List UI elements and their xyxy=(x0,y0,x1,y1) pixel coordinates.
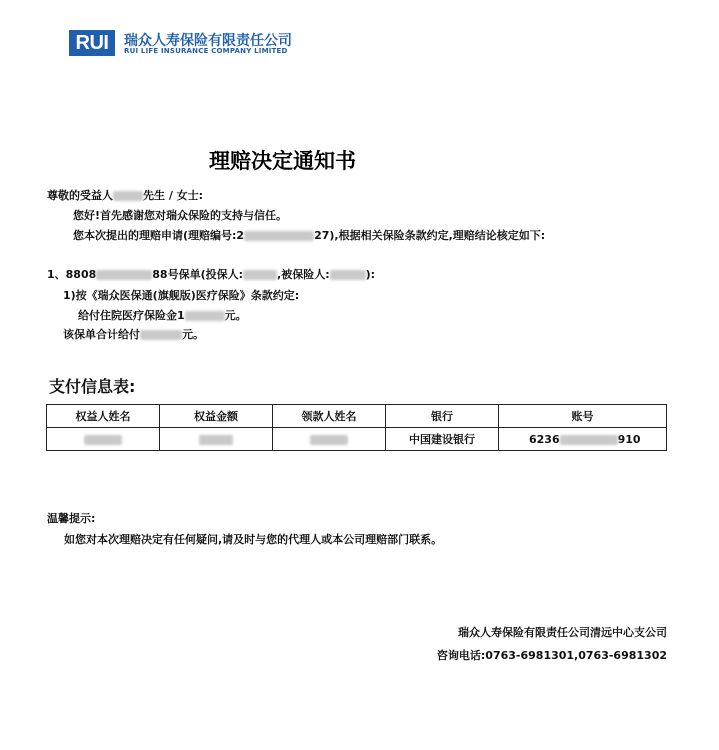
claim-suffix: 27),根据相关保险条款约定,理赔结论核定如下: xyxy=(314,229,546,242)
redacted-name xyxy=(113,191,143,201)
payment-section-title: 支付信息表: xyxy=(49,377,136,396)
pay-item-line xyxy=(78,309,247,323)
total-suffix: 元。 xyxy=(182,328,204,341)
redacted-amount xyxy=(185,311,225,321)
cell-bank: 中国建设银行 xyxy=(386,428,499,451)
cell-beneficiary-name xyxy=(47,428,160,451)
claim-prefix: 您本次提出的理赔申请(理赔编号:2 xyxy=(73,229,245,242)
clause-line: 1)按《瑞众医保通(旗舰版)医疗保险》条款约定: xyxy=(63,289,300,302)
policy-end: ): xyxy=(365,268,376,281)
redacted-total xyxy=(140,330,182,340)
document-title: 理赔决定通知书 xyxy=(209,149,356,173)
cell-payee-name xyxy=(273,428,386,451)
redacted-insured xyxy=(330,270,366,280)
policy-line xyxy=(47,268,375,282)
company-name-en: RUI LIFE INSURANCE COMPANY LIMITED xyxy=(124,47,288,55)
policy-prefix: 1、8808 xyxy=(47,268,97,281)
redacted-account xyxy=(560,435,618,445)
account-suffix: 910 xyxy=(617,432,641,446)
col-beneficiary-name: 权益人姓名 xyxy=(47,405,160,428)
thanks-line: 您好!首先感谢您对瑞众保险的支持与信任。 xyxy=(73,209,288,222)
policy-mid2: ,被保险人: xyxy=(277,268,330,281)
greeting-prefix: 尊敬的受益人 xyxy=(47,189,113,202)
cell-benefit-amount xyxy=(160,428,273,451)
cell-account xyxy=(499,428,667,451)
col-benefit-amount: 权益金额 xyxy=(160,405,273,428)
greeting-suffix: 先生 / 女士: xyxy=(143,189,204,202)
col-bank: 银行 xyxy=(386,405,499,428)
policy-mid1: 88号保单(投保人: xyxy=(152,268,244,281)
redacted-beneficiary xyxy=(84,435,122,445)
pay-item-suffix: 元。 xyxy=(224,309,247,322)
greeting-line xyxy=(47,189,203,203)
redacted-policy-number xyxy=(96,270,152,280)
contact-phone: 咨询电话:0763-6981301,0763-6981302 xyxy=(436,649,667,662)
company-name-cn: 瑞众人寿保险有限责任公司 xyxy=(124,33,292,49)
redacted-payee xyxy=(310,435,348,445)
total-line xyxy=(63,328,204,342)
redacted-benefit-amount xyxy=(199,435,233,445)
branch-name: 瑞众人寿保险有限责任公司清远中心支公司 xyxy=(458,626,667,639)
company-logo: RUI xyxy=(69,30,115,56)
account-prefix: 6236 xyxy=(529,432,560,446)
payment-table xyxy=(46,404,667,451)
redacted-claim-number xyxy=(244,231,314,241)
notice-label: 温馨提示: xyxy=(47,512,96,525)
claim-line xyxy=(73,229,545,243)
pay-item-prefix: 给付住院医疗保险金1 xyxy=(78,309,185,322)
total-prefix: 该保单合计给付 xyxy=(63,328,140,341)
col-payee-name: 领款人姓名 xyxy=(273,405,386,428)
table-header-row xyxy=(47,405,667,428)
col-account: 账号 xyxy=(499,405,667,428)
notice-text: 如您对本次理赔决定有任何疑问,请及时与您的代理人或本公司理赔部门联系。 xyxy=(64,533,443,546)
redacted-policyholder xyxy=(243,270,277,280)
table-row xyxy=(47,428,667,451)
